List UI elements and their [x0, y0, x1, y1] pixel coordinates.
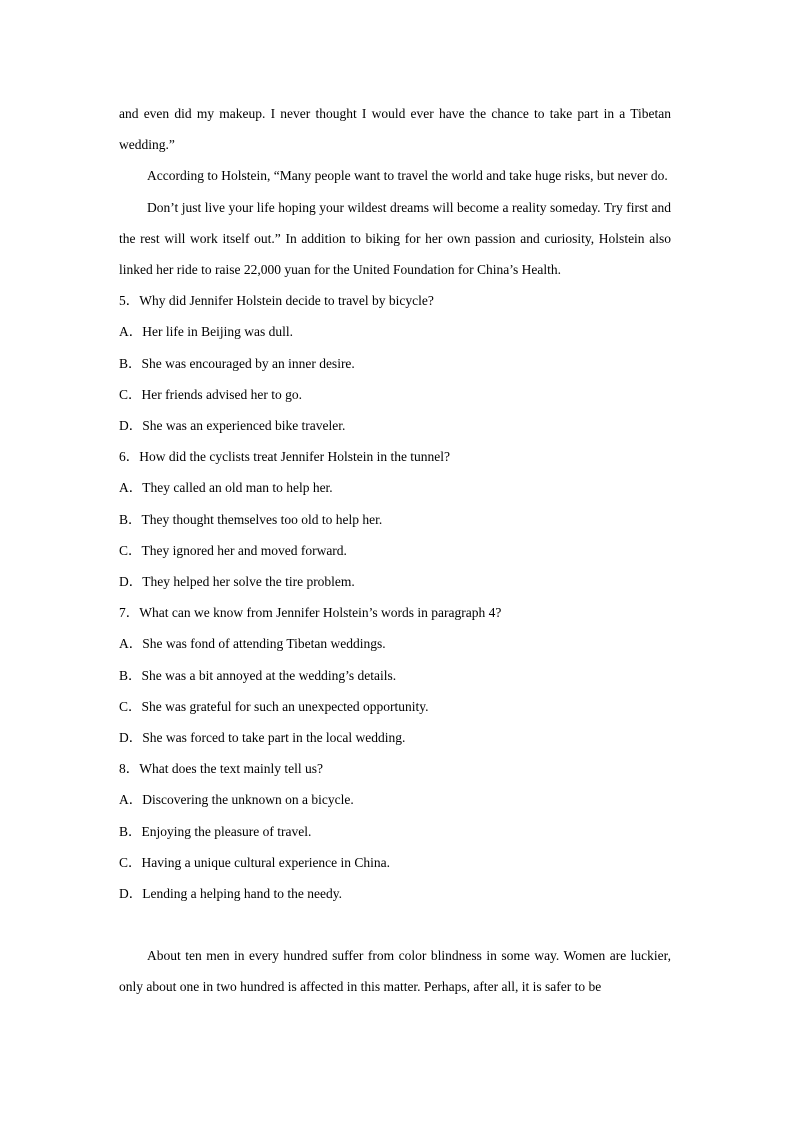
question-stem: 8．What does the text mainly tell us? [119, 761, 323, 777]
option-a: A．They called an old man to help her. [119, 480, 333, 496]
question-5 [119, 285, 671, 441]
option-a: A．Her life in Beijing was dull. [119, 324, 293, 340]
question-6 [119, 441, 671, 597]
option-b: B．Enjoying the pleasure of travel. [119, 823, 312, 839]
option-d: D．They helped her solve the tire problem. [119, 574, 355, 590]
option-b: B．They thought themselves too old to help her. [119, 511, 383, 527]
next-passage-paragraph: About ten men in every hundred suffer from color blindness in some way. Women are luckier, only about one in two hundred is affected in this matter. Perhaps, after all, it is safer to be [119, 948, 671, 995]
question-7 [119, 597, 671, 753]
option-b: B．She was encouraged by an inner desire. [119, 355, 355, 371]
passage-paragraph-continued: and even did my makeup. I never thought I would ever have the chance to take part in a Tibetan wedding.” [119, 106, 671, 153]
option-c: C．They ignored her and moved forward. [119, 542, 347, 558]
question-stem: 5．Why did Jennifer Holstein decide to travel by bicycle? [119, 293, 434, 309]
option-d: D．Lending a helping hand to the needy. [119, 886, 342, 902]
option-c: C．Having a unique cultural experience in China. [119, 854, 391, 870]
option-d: D．She was an experienced bike traveler. [119, 418, 346, 434]
page-content [119, 98, 671, 1003]
question-8 [119, 753, 671, 909]
option-d: D．She was forced to take part in the local wedding. [119, 730, 406, 746]
option-b: B．She was a bit annoyed at the wedding’s details. [119, 667, 397, 683]
question-stem: 6．How did the cyclists treat Jennifer Holstein in the tunnel? [119, 449, 451, 465]
section-spacer [119, 909, 671, 940]
question-stem: 7．What can we know from Jennifer Holstein’s words in paragraph 4? [119, 605, 502, 621]
option-c: C．Her friends advised her to go. [119, 386, 302, 402]
passage-paragraph-holstein-quote: According to Holstein, “Many people want to travel the world and take huge risks, but never do. [147, 168, 668, 184]
option-a: A．She was fond of attending Tibetan weddings. [119, 636, 386, 652]
option-a: A．Discovering the unknown on a bicycle. [119, 792, 354, 808]
passage-paragraph-dreams: Don’t just live your life hoping your wildest dreams will become a reality someday. Try first and the rest will work itself out.” In addition to biking for her own passion and curiosity, Holstein also linked her ride to raise 22,000 yuan for the United Foundation for China’s Health. [119, 199, 671, 278]
option-c: C．She was grateful for such an unexpected opportunity. [119, 698, 429, 714]
